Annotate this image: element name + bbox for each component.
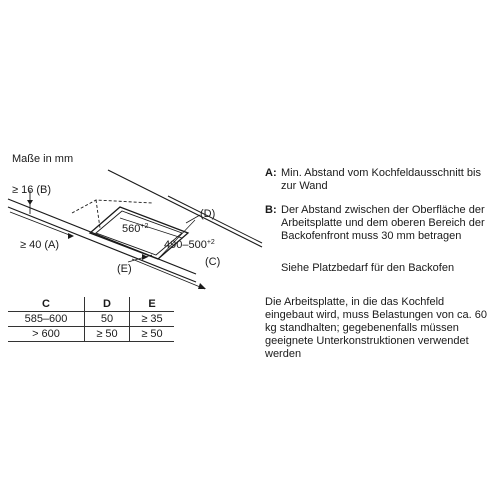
dim-490-label (164, 239, 215, 251)
table-cell: 585–600 (8, 312, 85, 327)
dim-560-value: 560 (122, 223, 141, 235)
table-header-row (8, 297, 174, 312)
note-b (265, 204, 490, 243)
note-a-key: A: (265, 167, 277, 179)
dim-e-label: (E) (117, 263, 132, 275)
dim-b-label: ≥ 16 (B) (12, 184, 52, 196)
note-a (265, 167, 490, 193)
dim-a-line (10, 212, 72, 236)
note-b-text: Der Abstand zwischen der Oberfläche der Arbeitsplatte und dem oberen Bereich der Backofenfront muss 30 mm betragen (281, 204, 485, 242)
table-cell: ≥ 50 (85, 327, 130, 342)
load-note: Die Arbeitsplatte, in die das Kochfeld eingebaut wird, muss Belastungen von ca. 60 kg standhalten; gegebenenfalls müssen geeignete Unterkonstruktionen verwendet werden (265, 296, 487, 360)
dim-490-value: 490–500 (164, 239, 207, 251)
dim-c-label: (C) (205, 256, 221, 268)
countertop-front-edge (8, 199, 196, 274)
oven-reference-note: Siehe Platzbedarf für den Backofen (281, 262, 455, 274)
table-header-d: D (85, 297, 130, 312)
note-a-text: Min. Abstand vom Kochfeldausschnitt bis zur Wand (281, 167, 481, 192)
oven-outline-dashed (72, 200, 152, 213)
table-header-c: C (8, 297, 85, 312)
table-header-e: E (130, 297, 175, 312)
dim-a-arrow (68, 233, 74, 239)
dim-490-sup: +2 (206, 239, 215, 246)
dim-d-label: (D) (200, 208, 216, 220)
dim-c-arrow (198, 283, 206, 289)
oven-outline-dashed-side (96, 200, 100, 228)
note-b-key: B: (265, 204, 277, 216)
dimension-table (8, 297, 174, 342)
table-row (8, 312, 174, 327)
table-row (8, 327, 174, 342)
table-cell: 50 (85, 312, 130, 327)
table-cell: > 600 (8, 327, 85, 342)
dim-a-label: ≥ 40 (A) (20, 239, 60, 251)
table-cell: ≥ 50 (130, 327, 175, 342)
units-label: Maße in mm (12, 153, 74, 165)
table-cell: ≥ 35 (130, 312, 175, 327)
dim-b-arrow (27, 200, 33, 205)
dim-560-label (122, 223, 148, 235)
dim-560-sup: +2 (140, 223, 149, 230)
